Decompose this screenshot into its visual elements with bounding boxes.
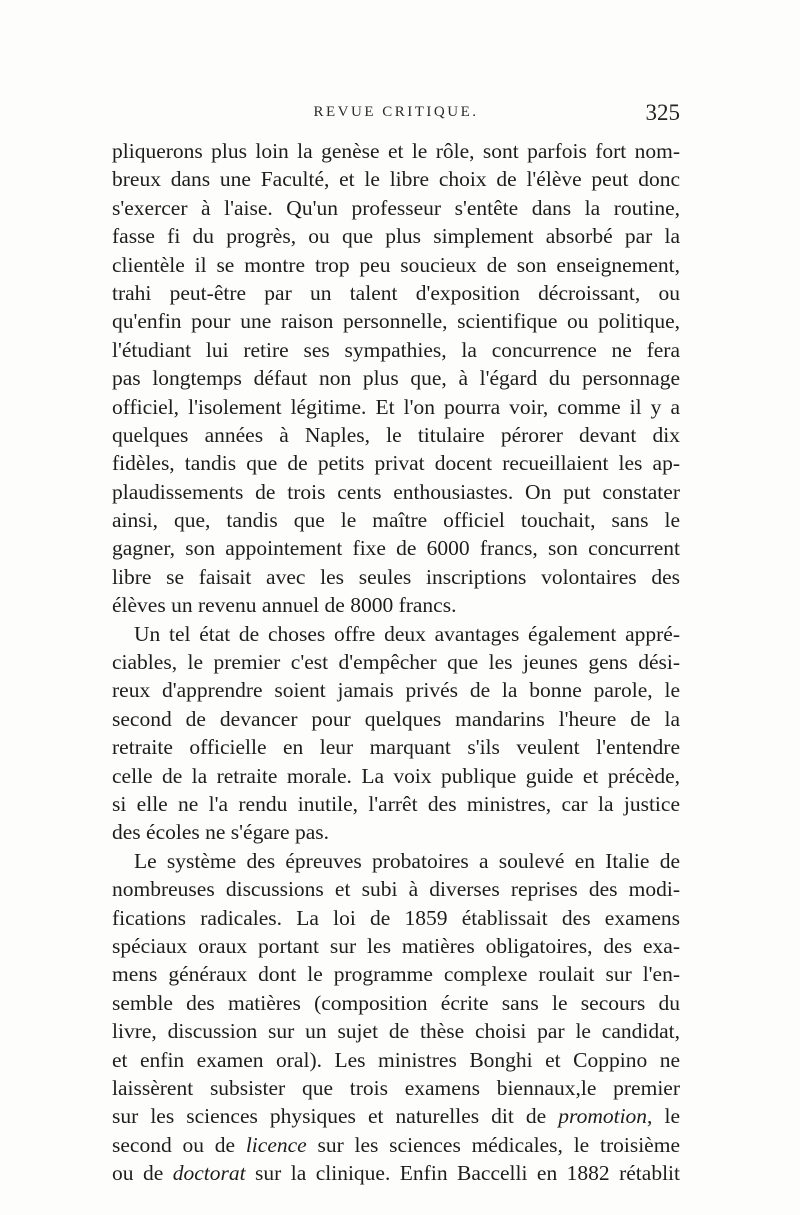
text-line: sur les sciences physiques et naturelles dit de promotion, le xyxy=(112,1104,680,1129)
text-line: si elle ne l'a rendu inutile, l'arrêt des ministres, car la justice xyxy=(112,791,680,816)
text-line: reux d'apprendre soient jamais privés de la bonne parole, le xyxy=(112,678,680,703)
text-line: breux dans une Faculté, et le libre choix de l'élève peut donc xyxy=(112,167,680,192)
text-line: libre se faisait avec les seules inscriptions volontaires des xyxy=(112,564,680,589)
text-line: fasse fi du progrès, ou que plus simplement absorbé par la xyxy=(112,224,680,249)
text-line: ciables, le premier c'est d'empêcher que les jeunes gens dési- xyxy=(112,650,680,675)
text-line: ainsi, que, tandis que le maître officiel touchait, sans le xyxy=(112,508,680,533)
text-line: semble des matières (composition écrite sans le secours du xyxy=(112,990,680,1015)
body-text xyxy=(112,137,680,1187)
text-line: et enfin examen oral). Les ministres Bonghi et Coppino ne xyxy=(112,1047,680,1072)
text-line: quelques années à Naples, le titulaire pérorer devant dix xyxy=(112,422,680,447)
running-head xyxy=(112,100,680,132)
text-line: plaudissements de trois cents enthousiastes. On put constater xyxy=(112,479,680,504)
text-line: des écoles ne s'égare pas. xyxy=(112,820,329,845)
text-line: Le système des épreuves probatoires a soulevé en Italie de xyxy=(134,848,680,873)
text-line: fidèles, tandis que de petits privat docent recueillaient les ap- xyxy=(112,451,680,476)
text-line: laissèrent subsister que trois examens biennaux,le premier xyxy=(112,1075,680,1100)
text-line: qu'enfin pour une raison personnelle, scientifique ou politique, xyxy=(112,309,680,334)
text-line: trahi peut-être par un talent d'exposition décroissant, ou xyxy=(112,280,680,305)
text-line: livre, discussion sur un sujet de thèse choisi par le candidat, xyxy=(112,1019,680,1044)
page-number: 325 xyxy=(645,100,680,125)
text-line: clientèle il se montre trop peu soucieux de son enseignement, xyxy=(112,252,680,277)
text-line: élèves un revenu annuel de 8000 francs. xyxy=(112,593,457,618)
text-line: fications radicales. La loi de 1859 établissait des examens xyxy=(112,905,680,930)
text-line: celle de la retraite morale. La voix publique guide et précède, xyxy=(112,763,680,788)
text-line: nombreuses discussions et subi à diverses reprises des modi- xyxy=(112,877,680,902)
text-line: gagner, son appointement fixe de 6000 francs, son concurrent xyxy=(112,536,680,561)
running-title: REVUE CRITIQUE. xyxy=(313,104,479,120)
text-line: mens généraux dont le programme complexe roulait sur l'en- xyxy=(112,962,680,987)
text-line: s'exercer à l'aise. Qu'un professeur s'entête dans la routine, xyxy=(112,195,680,220)
text-line: pas longtemps défaut non plus que, à l'égard du personnage xyxy=(112,366,680,391)
text-line: second de devancer pour quelques mandarins l'heure de la xyxy=(112,706,680,731)
text-line: ou de doctorat sur la clinique. Enfin Baccelli en 1882 rétablit xyxy=(112,1161,680,1186)
text-line: retraite officielle en leur marquant s'ils veulent l'entendre xyxy=(112,735,680,760)
text-line: spéciaux oraux portant sur les matières obligatoires, des exa- xyxy=(112,933,680,958)
text-line: officiel, l'isolement légitime. Et l'on pourra voir, comme il y a xyxy=(112,394,680,419)
text-line: Un tel état de choses offre deux avantages également appré- xyxy=(134,621,680,646)
text-line: l'étudiant lui retire ses sympathies, la concurrence ne fera xyxy=(112,337,680,362)
text-line: second ou de licence sur les sciences médicales, le troisième xyxy=(112,1132,680,1157)
text-line: pliquerons plus loin la genèse et le rôle, sont parfois fort nom- xyxy=(112,139,680,163)
